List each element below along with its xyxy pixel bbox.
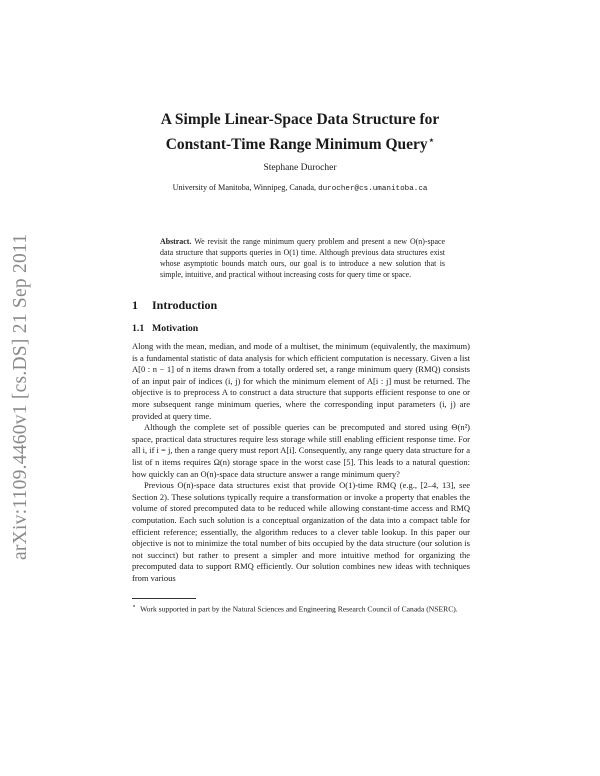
author-email: durocher@cs.umanitoba.ca — [318, 185, 428, 193]
abstract — [160, 236, 445, 280]
section-number: 1 — [132, 298, 138, 312]
section-heading — [132, 298, 472, 313]
paragraph: Previous O(n)-space data structures exist that provide O(1)-time RMQ (e.g., [2–4, 13], see Section 2). These solutions typically require a transformation or invoke a property that enables the volume of stored precomputed data to be reduced while allowing constant-time access and RMQ computation. Each such solution is a conceptual organization of the data into a compact table for efficient reference; essentially, the algorithm reduces to a clever table lookup. In this paper our objective is not to minimize the total number of bits occupied by the data structure (our solution is not succinct) but rather to present a simpler and more intuitive method for organizing the precomputed data to support RMQ efficiently. Our solution combines new ideas with techniques from various — [132, 480, 470, 583]
body-text — [132, 341, 470, 584]
subsection-heading — [132, 322, 472, 335]
paragraph: Although the complete set of possible queries can be precomputed and stored using Θ(n²) space, practical data structures require less storage while still enabling efficient response time. For all i, if i = j, then a range query must report A[i]. Consequently, any range query data structure for a list of n items requires Ω(n) storage space in the worst case [5]. This leads to a natural question: how quickly can an O(n)-space data structure answer a range minimum query? — [132, 422, 470, 479]
title-line-1: A Simple Linear-Space Data Structure for — [160, 111, 440, 128]
subsection-number: 1.1 — [132, 323, 145, 334]
title-line-2: Constant-Time Range Minimum Query⋆ — [165, 135, 435, 154]
abstract-text: We revisit the range minimum query problem and present a new O(n)-space data structure that supports queries in O(1) time. Although previous data structures exist whose asymptotic bounds match ours, our goal is to introduce a new solution that is simple, intuitive, and practical without increasing costs for query time or space. — [160, 237, 445, 279]
footnote-text: Work supported in part by the Natural Sciences and Engineering Research Council of Canada (NSERC). — [140, 604, 458, 614]
title-footnote-marker: ⋆ — [428, 135, 435, 145]
author-affiliation: University of Manitoba, Winnipeg, Canada, durocher@cs.umanitoba.ca — [172, 183, 428, 193]
section-title: Introduction — [152, 298, 218, 312]
paper-title — [130, 110, 470, 155]
arxiv-identifier-stamp: arXiv:1109.4460v1 [cs.DS] 21 Sep 2011 — [10, 233, 31, 561]
footnote-marker: ⋆ — [132, 603, 137, 610]
author-name: Stephane Durocher — [263, 163, 337, 173]
subsection-title: Motivation — [152, 323, 199, 334]
footnote-divider — [132, 598, 196, 599]
paragraph: Along with the mean, median, and mode of a multiset, the minimum (equivalently, the maximum) is a fundamental statistic of data analysis for which efficient computation is necessary. Given a list A[0 : n − 1] of n items drawn from a totally ordered set, a range minimum query (RMQ) consists of an input pair of indices (i, j) for which the minimum element of A[i : j] must be returned. The objective is to preprocess A to construct a data structure that supports efficient response to one or more subsequent range minimum queries, where the corresponding input parameters (i, j) are provided at query time. — [132, 341, 470, 421]
abstract-label: Abstract. — [160, 237, 192, 246]
footnote — [132, 602, 470, 615]
